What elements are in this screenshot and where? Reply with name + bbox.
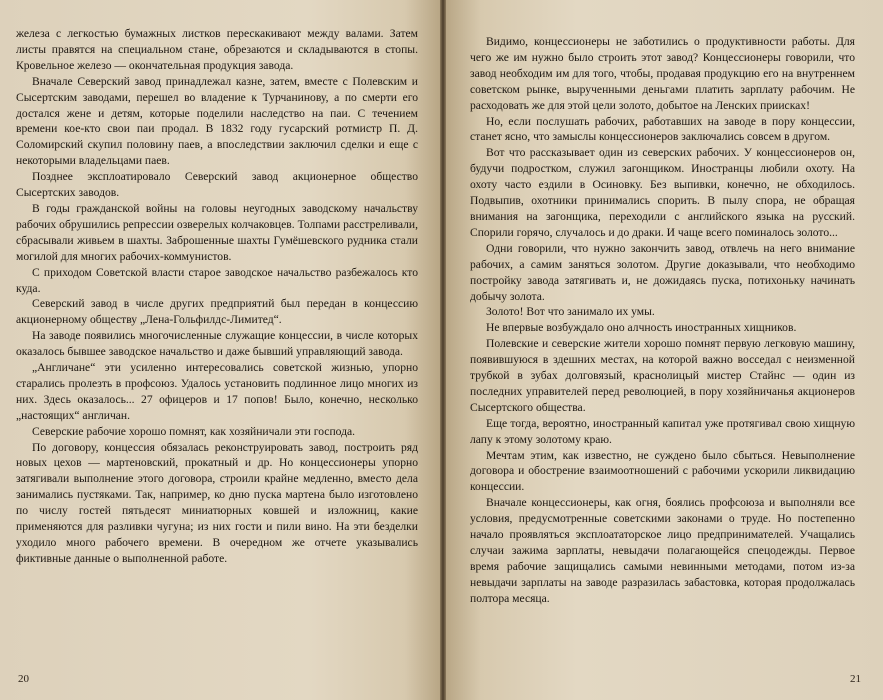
paragraph: Не впервые возбуждало оно алчность иностранных хищников. [486, 321, 797, 335]
paragraph: Полевские и северские жители хорошо помнят первую легковую машину, появившуюся в здешних местах, на которой важно восседал с неизменной трубкой в зубах долговязый, краснолицый мистер Стайнс — один из последних управителей перед революцией, в пору хозяйничанья акционеров Сысертского общества. [470, 337, 855, 414]
paragraph: На заводе появились многочисленные служащие концессии, в числе которых оказалось бывшее заводское начальство и даже бывший управляющий завода. [16, 329, 418, 359]
paragraph: железа с легкостью бумажных листков перескакивают между валами. Затем листы правятся на специальном стане, обрезаются и складываются в стопы. Кровельное железо — окончательная продукция завода. [16, 27, 418, 72]
paragraph: Золото! Вот что занимало их умы. [486, 305, 655, 319]
page-number-left: 20 [18, 673, 29, 686]
paragraph: Северский завод в числе других предприятий был передан в концессию акционерному обществу „Лена-Гольфилдс-Лимитед“. [16, 297, 418, 327]
paragraph: Мечтам этим, как известно, не суждено было сбыться. Невыполнение договора и обострение взаимоотношений с рабочими ускорили ликвидацию концессии. [470, 448, 855, 494]
paragraph: Вначале концессионеры, как огня, боялись профсоюза и выполняли все условия, предусмотренные советскими законами о труде. Но постепенно начало проявляться эксплоататорское лицо предпринимателей. Учащались случаи зажима зарплаты, невыдачи полагающейся спецодежды. Первое время рабочие защищались самыми невинными методами, потом из-за невыдачи зарплаты на заводе разразилась забастовка, которая продолжалась полтора месяца. [470, 496, 855, 605]
paragraph: Одни говорили, что нужно закончить завод, отвлечь на него внимание рабочих, а самим заняться золотом. Другие доказывали, что необходимо постройку завода затягивать и, не дожидаясь пуска, потихоньку начинать добычу золота. [470, 241, 855, 303]
paragraph: Вначале Северский завод принадлежал казне, затем, вместе с Полевским и Сысертским заводами, перешел во владение к Турчанинову, а по смерти его достался жене и детям, которые поделили наследство на паи. С течением времени кое-кто свои паи продал. В 1832 году гусарский ротмистр П. Д. Соломирский скупил половину паев, а впоследствии заключил сделки и еще с некоторыми владельцами паев. [16, 74, 418, 168]
paragraph: С приходом Советской власти старое заводское начальство разбежалось кто куда. [16, 265, 418, 295]
left-page-text [16, 26, 418, 567]
left-page [0, 0, 440, 700]
paragraph: В годы гражданской войны на головы неугодных заводскому начальству рабочих обрушились репрессии озверелых колчаковцев. Толпами расстреливали, сбрасывали живьем в шахты. Заброшенные шахты Гумёшевского рудника стали могилой для многих рабочих-коммунистов. [16, 201, 418, 263]
paragraph: Еще тогда, вероятно, иностранный капитал уже протягивал свою хищную лапу к этому золотому краю. [470, 416, 855, 446]
right-page [446, 0, 883, 700]
paragraph: Видимо, концессионеры не заботились о продуктивности работы. Для чего же им нужно было строить этот завод? Концессионеры говорили, что завод необходим им для того, чтобы, продавая продукцию его на внутреннем советском рынке, вырученными деньгами платить зарплату рабочим. Не расходовать же для этой цели золото, добытое на Ленских приисках! [470, 35, 855, 112]
paragraph: „Англичане“ эти усиленно интересовались советской жизнью, упорно старались пролезть в профсоюз. Удалось установить подлинное лицо многих из них. Здесь оказалось... 27 офицеров и 17 попов! Было, конечно, несколько „настоящих“ англичан. [16, 361, 418, 422]
paragraph: По договору, концессия обязалась реконструировать завод, построить ряд новых цехов — мартеновский, прокатный и др. Но концессионеры упорно затягивали выполнение этого договора, строили крайне медленно, вместо дела занимались пустяками. Так, например, ко дню пуска мартена было изготовлено по числу гостей пятьдесят миниатюрных ковшей и изложниц, какие применяются для разливки чугуна; из них гости и пили вино. На эти безделки уходило много рабочего времени. В очередном же отчете указывались фиктивные данные о выполненной работе. [16, 440, 418, 565]
paragraph: Позднее эксплоатировало Северский завод акционерное общество Сысертских заводов. [16, 170, 418, 200]
paragraph: Северские рабочие хорошо помнят, как хозяйничали эти господа. [32, 424, 356, 438]
page-number-right: 21 [850, 673, 861, 686]
paragraph: Вот что рассказывает один из северских рабочих. У концессионеров он, будучи подростком, служил загонщиком. Иностранцы любили охоту. На охоту часто ездили в Осиновку. Без выпивки, конечно, не обходилось. Подвыпив, охотники принимались спорить. В пылу спора, не обращая внимания на загонщика, переходили с английского языка на русский. Спорили горячо, случалось и до драки. И чаще всего поминалось золото... [470, 146, 855, 239]
right-page-text [470, 34, 855, 607]
paragraph: Но, если послушать рабочих, работавших на заводе в пору концессии, станет ясно, что замыслы концессионеров заключались совсем в другом. [470, 114, 855, 144]
